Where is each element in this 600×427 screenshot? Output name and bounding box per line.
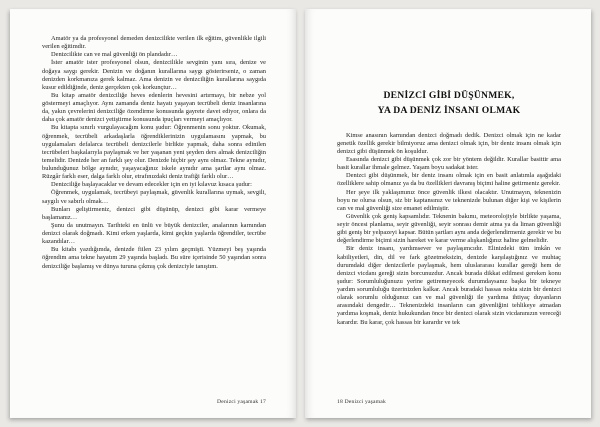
page-footer-left-page: Denizci yaşamak 17: [217, 399, 266, 405]
page-footer-right-page: 18 Denizci yaşamak: [337, 399, 386, 405]
paragraph: Bu kitap amatör denizciliğe heves edenlerin hevesini artırmayı, bir nebze yol göstermeyi amaçlıyor. Aynı zamanda deniz hayatı yaşayan tecrübeli deniz insanlarına da, yakın çevrelerini denizciliğe özendirme konusunda gayrete davet ediyor, onlara da daha çok amatör denizci yetiştirme konusunda ipuçları vermeyi amaçlıyor.: [42, 91, 266, 124]
paragraph: Denizci gibi düşünmek, bir deniz insanı olmak için en basit anlatımla aşağıdaki özelliklere sahip olmanız ya da bu özellikleri davranış biçimi haline getirmeniz gerekir.: [337, 172, 561, 188]
paragraph: Bir deniz insanı, yardımsever ve paylaşımcıdır. Elinizdeki tüm imkân ve kabiliyetleri, din, dil ve fark gözetmeksizin, denizde karşılaştığınız ve muhtaç durumdaki diğer denizcilerle paylaşmak, hem uluslararası kurallar gereği hem de denizci vicdanı gereği sizin borcunuzdur. Ancak burada dikkat edilmesi gereken konu şudur: Sorumluluğunuzu yerine getiremeyecek durumdaysanız başka bir tekneye yardım sorumluluğu üzerinizden kalkar. Ancak buradaki hassas nokta sizin bir denizci olarak sorumlu olduğunuz can ve mal güvenliği ile yardıma ihtiyaç duyanların arasındaki dengedir… Teknenizdeki insanların can güvenliğini tehlikeye atmadan yardıma koşmak, deniz hukukundan önce bir denizci olarak sizin vicdanınızın vereceği karardır. Bu karar, çok hassas bir karardır ve tek: [337, 245, 561, 326]
paragraph: Bunları geliştirmeniz, denizci gibi düşünüp, denizci gibi karar vermeye başlamanız…: [42, 205, 266, 221]
paragraph: Bu kitapta sınırlı vurgulayacağım konu şudur: Öğrenmenin sonu yoktur. Okumak, öğrenmek, tecrübeli arkadaşlarla öğrendiklerinizin uygulamasını yapmak, bu uygulamaları defalarca tecrübeli denizcilerle birlikte yapmak, daha sonra edinilen tecrübeleri başkalarıyla paylaşmak ve her yaşanan yeni şeyden ders almak denizciliğin temelidir. Denizde her an farklı şey olur. Denizde hiçbir şey aynı olmaz. Tekne aynıdır, bulunduğunuz bölge aynıdır, yaşayacağınız iskele aynıdır ama şartlar aynı olmaz. Rüzgâr farklı eser, dalga farklı olur, etrafınızdaki deniz trafiği farklı olur…: [42, 124, 266, 181]
page-right: [305, 9, 591, 418]
paragraph: Esasında denizci gibi düşünmek çok zor bir yöntem değildir. Kurallar basittir ama basit kurallar ihmale gelmez. Yaşam boyu sadakat ister.: [337, 156, 561, 172]
chapter-title-line-1: DENİZCİ GİBİ DÜŞÜNMEK,: [383, 90, 515, 101]
paragraph: Denizcilikte can ve mal güvenliği ön plandadır…: [51, 51, 178, 59]
paragraph: Öğrenmek, uygulamak, tecrübeyi paylaşmak, güvenlik kurallarına uymak, sevgili, saygılı ve sabırlı olmak…: [42, 189, 266, 205]
chapter-title-line-2: YA DA DENİZ İNSANI OLMAK: [377, 104, 521, 116]
paragraph: İster amatör ister profesyonel olsun, denizcilikle sevginin yanı sıra, denize ve doğaya saygı gerekir. Denizin ve doğanın kurallarına saygı gösterirseniz, o zaman denizden korkmanıza gerek kalmaz. Ama denizin ve denizciliğin kurallarına saygıda kusur edildiğinde, deniz gerçekten çok korkunçtur…: [42, 59, 266, 91]
paragraph: Amatör ya da profesyonel demeden denizcilikte verilen ilk eğitim, güvenlikle ilgili verilen eğitimdir.: [42, 35, 266, 51]
paragraph: Denizciliğe başlayacaklar ve devam edecekler için en iyi kılavuz kısaca şudur:: [51, 181, 252, 189]
chapter-title: [337, 89, 561, 119]
page-left: [10, 9, 296, 418]
page-left-text-block: [10, 9, 296, 271]
paragraph: Güvenlik çok geniş kapsamlıdır. Teknenin bakımı, meteorolojiyle birlikte yaşama, seyir öncesi planlama, seyir güvenliği, seyir sonrası demir atma ya da liman güvenliği gibi geniş bir yelpazeyi kapsar. Bütün şartları aynı anda değerlendirmeniz gerekir ve bu değerlendirme biçimi sizin hareket ve karar verme alışkanlığınız haline gelmelidir.: [337, 212, 561, 245]
page-right-text-block: [305, 9, 591, 327]
paragraph: Şunu da unutmayın. Tarihteki en ünlü ve büyük denizciler, analarının karnından denizci olarak doğmadı. Kimi erken yaşlarda, kimi geçkin yaşlarda öğrendiler, tecrübe kazandılar…: [42, 221, 266, 246]
paragraph: Her şeye ilk yaklaşımınız önce güvenlik ilkesi olacaktır. Unutmayın, teknenizin boyu ne olursa olsun, siz bir kaptansınız ve teknenizde bulunan diğer kişi ve kişilerin can ve mal güvenliği size emanet edilmiştir.: [337, 188, 561, 212]
paragraph: Bu kitabı yazdığımda, denizde fiilen 23 yılım geçmişti. Yüzmeyi beş yaşında öğrendim ama tekne hayatım 29 yaşında başladı. Bu süre içerisinde 50 yaşından sonra denizciliğe başlamış ve dünya turuna çıkmış çok denizciyle tanıştım.: [42, 246, 266, 270]
paragraph: Kimse anasının karnından denizci doğmadı dedik. Denizci olmak için ne kadar genetik özellik gerekir bilmiyoruz ama denizci olmak için, bir deniz insanı olmak için denizci gibi düşünmek ön koşuldur.: [337, 131, 561, 155]
